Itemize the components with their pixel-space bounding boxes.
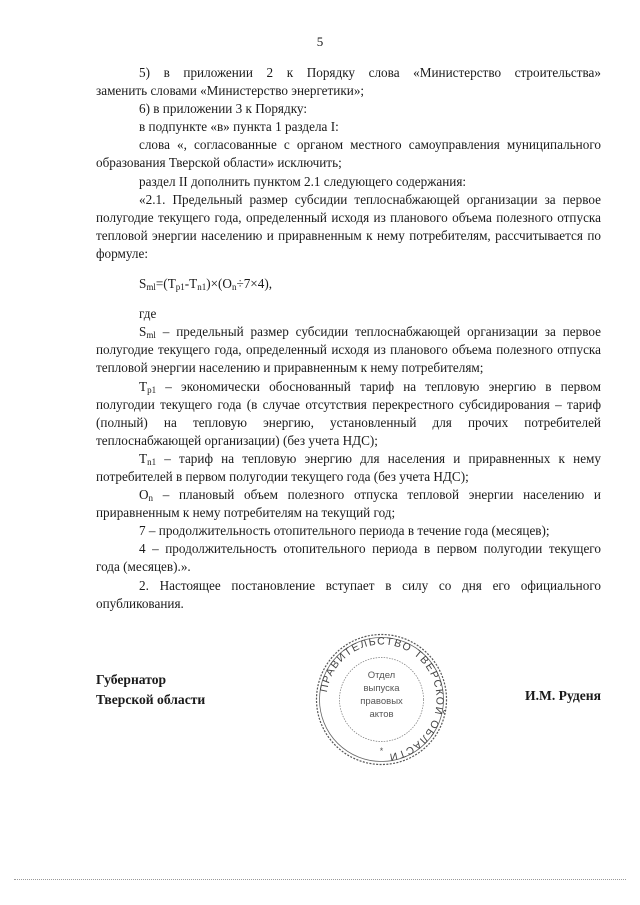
paragraph: 6) в приложении 3 к Порядку: (139, 101, 308, 117)
footer-divider (14, 879, 626, 880)
paragraph: $S_{ml}$ – предельный размер субсидии теплоснабжающей организации за первое полугодие текущего года, определенный исходя из планового объема полезного отпуска тепловой энергии населению и приравненным к нему потребителям; (96, 324, 601, 376)
paragraph: слова «, согласованные с органом местного самоуправления муниципального образования Тверской области» исключить; (96, 137, 601, 171)
document-body (96, 64, 601, 613)
paragraph: раздел II дополнить пунктом 2.1 следующего содержания: (139, 173, 467, 189)
stamp-line-4: актов (369, 709, 394, 720)
formula: $S_{ml}=(T_{p1}-T_{n1})\times(O_n\div 7\times 4)$, (139, 276, 273, 293)
paragraph: заменить словами «Министерство энергетики»; (96, 83, 365, 99)
paragraph: в подпункте «в» пункта 1 раздела I: (139, 119, 339, 135)
paragraph: где (139, 306, 157, 322)
paragraph: 5) в приложении 2 к Порядку слова «Министерство строительства» (139, 65, 601, 80)
signature-name: И.М. Руденя (525, 688, 601, 703)
paragraph: $Т_{n1}$ – тариф на тепловую энергию для населения и приравненных к нему потребителей в первом полугодии текущего года (без учета НДС); (96, 450, 601, 484)
paragraph: 7 – продолжительность отопительного периода в течение года (месяцев); (139, 523, 550, 539)
signature-title-line2: Тверской области (96, 692, 206, 707)
paragraph: $Т_{p1}$ – экономически обоснованный тариф на тепловую энергию в первом полугодии текущего года (в случае отсутствия перекрестного субсидирования – тариф (полный) на тепловую энергию, установленный для прочих потребителей теплоснабжающей организации) (без учета НДС); (96, 378, 601, 448)
stamp-star-icon: * (379, 746, 384, 756)
paragraph: 4 – продолжительность отопительного периода в первом полугодии текущего года (месяцев).». (96, 541, 601, 575)
stamp-line-2: выпуска (363, 683, 400, 694)
paragraph: $О_n$ – плановый объем полезного отпуска тепловой энергии населению и приравненным к нему потребителям на текущий год; (96, 487, 601, 521)
signature-title-line1: Губернатор (96, 672, 167, 687)
paragraph: «2.1. Предельный размер субсидии теплоснабжающей организации за первое полугодие текущего года, определенный исходя из планового объема полезного отпуска тепловой энергии населению и приравненным к нему потребителям, рассчитывается по формуле: (96, 191, 601, 261)
stamp-line-3: правовых (360, 696, 403, 707)
paragraph: 2. Настоящее постановление вступает в силу со дня его официального опубликования. (96, 577, 601, 611)
page-number: 5 (316, 34, 324, 49)
stamp-line-1: Отдел (367, 670, 396, 681)
stamp-ring-text: ПРАВИТЕЛЬСТВО ТВЕРСКОЙ ОБЛАСТИ (317, 635, 446, 764)
